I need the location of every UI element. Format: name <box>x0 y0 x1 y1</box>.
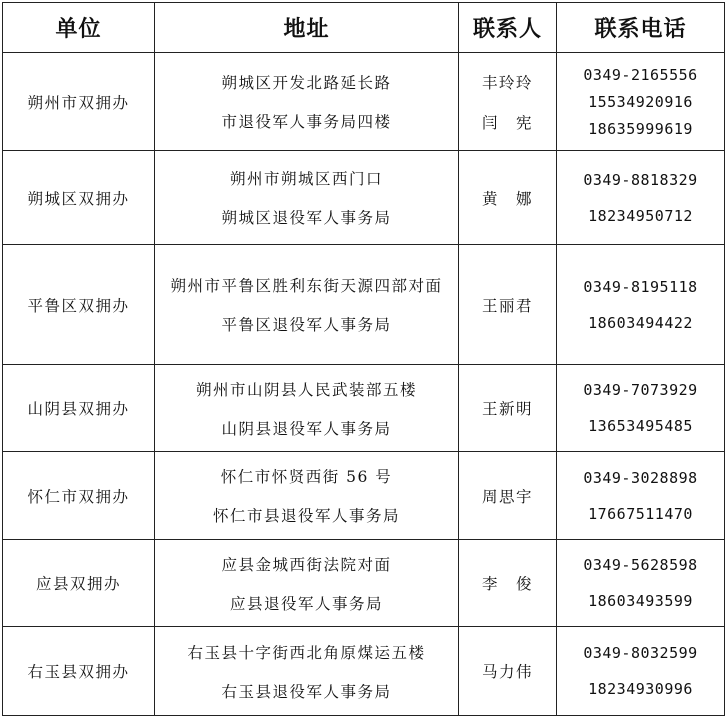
phone-cell <box>557 53 725 151</box>
header-row <box>3 3 725 53</box>
contact-name: 黄 娜 <box>481 189 533 208</box>
address-line: 怀仁市县退役军人事务局 <box>212 507 400 525</box>
table-row <box>3 151 725 245</box>
table-row <box>3 365 725 452</box>
contact-name: 王丽君 <box>481 296 533 315</box>
contact-cell <box>459 627 557 716</box>
phone-cell <box>557 151 725 245</box>
unit-cell: 平鲁区双拥办 <box>3 245 155 365</box>
address-cell <box>155 452 459 540</box>
contact-name: 闫 宪 <box>481 113 533 132</box>
address-line: 朔州市平鲁区胜利东街天源四部对面 <box>170 277 443 295</box>
phone-number: 0349-3028898 <box>583 468 698 487</box>
contact-name: 周思宇 <box>481 487 533 506</box>
phone-number: 0349-8818329 <box>583 170 698 189</box>
contact-cell <box>459 245 557 365</box>
address-line: 右玉县退役军人事务局 <box>221 682 392 701</box>
phone-number: 18234930996 <box>588 680 693 698</box>
contact-name: 王新明 <box>481 400 533 418</box>
unit-cell: 怀仁市双拥办 <box>3 452 155 540</box>
address-line: 朔州市山阴县人民武装部五楼 <box>195 380 417 399</box>
phone-number: 18234950712 <box>588 206 693 225</box>
phone-number: 0349-7073929 <box>583 381 698 399</box>
contact-name: 丰玲玲 <box>481 73 533 92</box>
address-cell <box>155 365 459 452</box>
contact-cell <box>459 365 557 452</box>
table-row <box>3 245 725 365</box>
address-line: 朔城区开发北路延长路 <box>221 74 392 92</box>
contact-name: 李 俊 <box>481 575 533 593</box>
address-line: 右玉县十字街西北角原煤运五楼 <box>187 643 426 662</box>
phone-number: 18603493599 <box>588 592 693 610</box>
phone-number: 0349-2165556 <box>583 65 698 84</box>
unit-cell: 朔城区双拥办 <box>3 151 155 245</box>
address-cell <box>155 627 459 716</box>
table-row <box>3 452 725 540</box>
phone-number: 18635999619 <box>588 119 693 138</box>
phone-cell <box>557 245 725 365</box>
unit-cell: 应县双拥办 <box>3 540 155 627</box>
unit-cell: 山阴县双拥办 <box>3 365 155 452</box>
contact-cell <box>459 452 557 540</box>
phone-number: 0349-8032599 <box>583 644 698 662</box>
address-line: 朔州市朔城区西门口 <box>229 170 383 188</box>
contact-cell <box>459 151 557 245</box>
phone-number: 0349-8195118 <box>583 277 698 296</box>
phone-number: 15534920916 <box>588 92 693 111</box>
address-cell <box>155 540 459 627</box>
header-address: 地址 <box>155 3 459 53</box>
table-row <box>3 540 725 627</box>
phone-cell <box>557 540 725 627</box>
phone-cell <box>557 452 725 540</box>
address-line: 朔城区退役军人事务局 <box>221 209 392 227</box>
table-row <box>3 627 725 716</box>
address-line: 市退役军人事务局四楼 <box>221 113 392 131</box>
address-line: 应县退役军人事务局 <box>229 594 383 613</box>
address-cell <box>155 53 459 151</box>
header-phone: 联系电话 <box>557 3 725 53</box>
address-line: 怀仁市怀贤西街 56 号 <box>220 468 393 486</box>
address-line: 山阴县退役军人事务局 <box>221 419 392 438</box>
phone-number: 18603494422 <box>588 313 693 332</box>
contact-table <box>2 2 725 716</box>
phone-cell <box>557 627 725 716</box>
phone-number: 13653495485 <box>588 417 693 435</box>
unit-cell: 朔州市双拥办 <box>3 53 155 151</box>
header-unit: 单位 <box>3 3 155 53</box>
phone-number: 17667511470 <box>588 504 693 523</box>
phone-cell <box>557 365 725 452</box>
header-contact: 联系人 <box>459 3 557 53</box>
phone-number: 0349-5628598 <box>583 556 698 574</box>
contact-cell <box>459 53 557 151</box>
contact-cell <box>459 540 557 627</box>
address-line: 平鲁区退役军人事务局 <box>221 316 392 334</box>
table-row <box>3 53 725 151</box>
contact-name: 马力伟 <box>481 663 533 681</box>
address-cell <box>155 151 459 245</box>
address-cell <box>155 245 459 365</box>
address-line: 应县金城西街法院对面 <box>221 555 392 574</box>
unit-cell: 右玉县双拥办 <box>3 627 155 716</box>
